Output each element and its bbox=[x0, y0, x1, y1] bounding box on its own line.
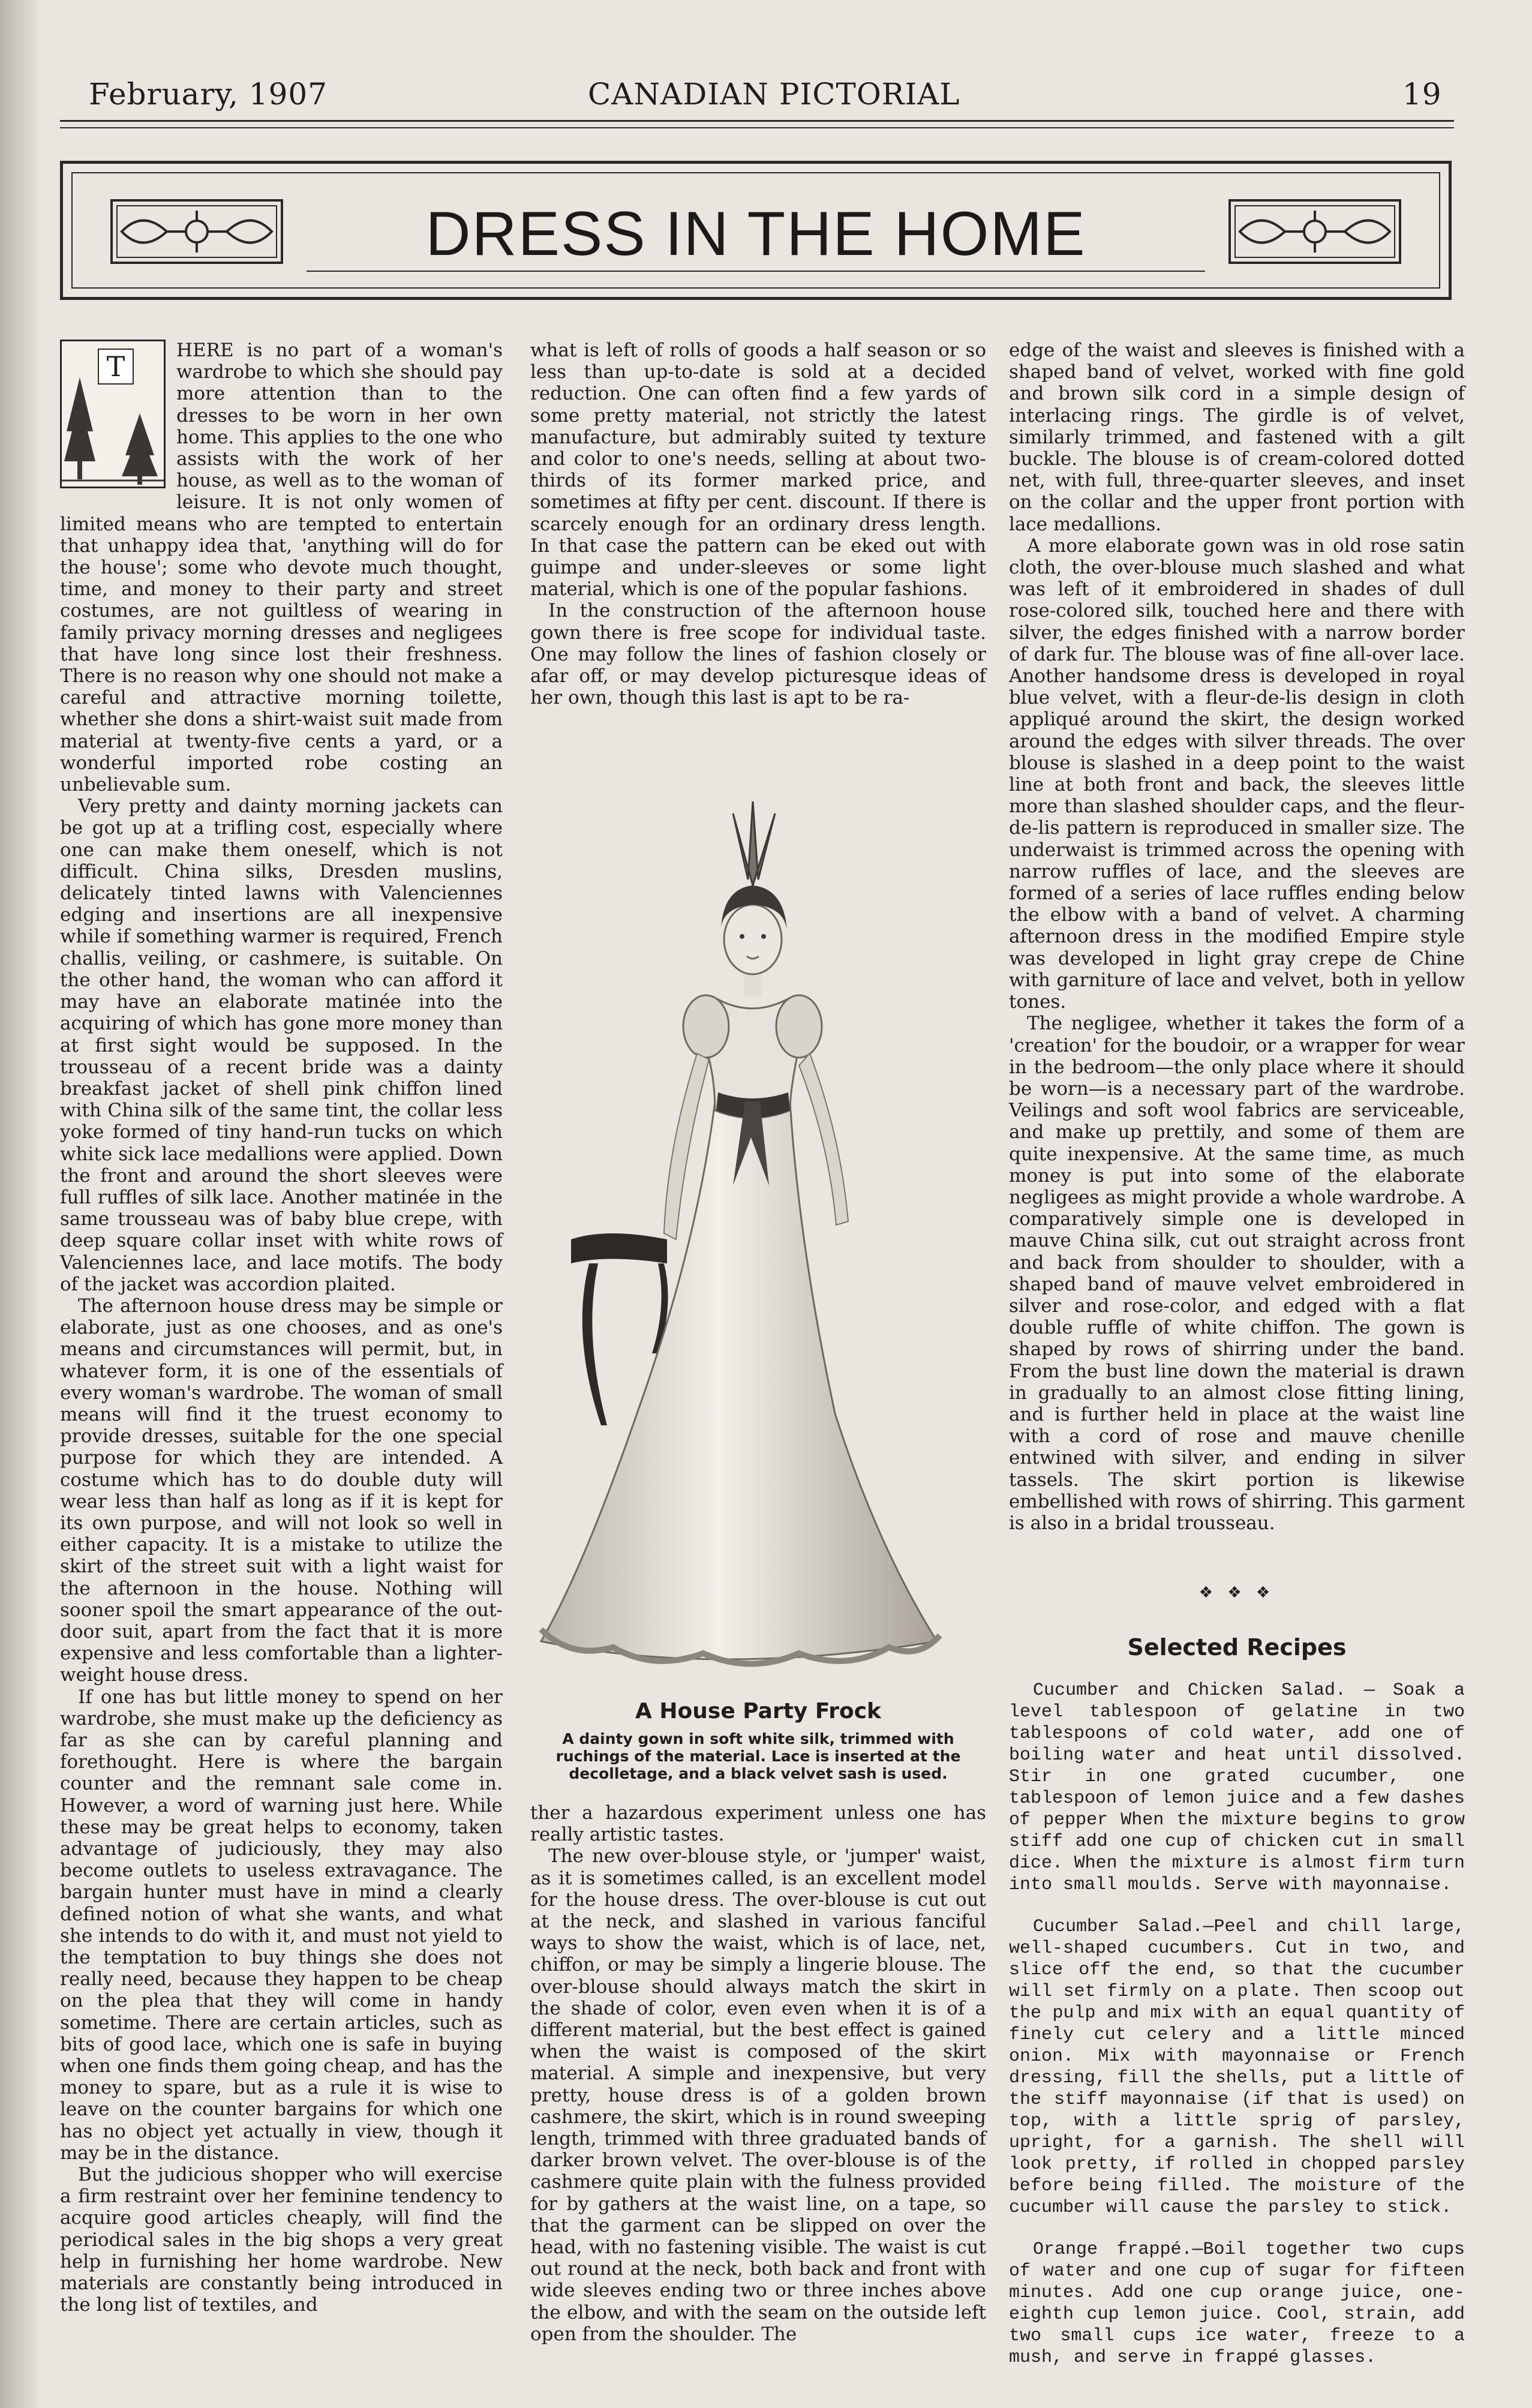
header-rule-secondary bbox=[60, 127, 1454, 128]
article-paragraph: The negligee, whether it takes the form of a 'creation' for the boudoir, or a wrapper for wear in the bedroom—the only place where it should be worn—is a necessary part of the wardrobe. Veilings and soft wool fabrics are serviceable, and make up prettily, and some of them are quite inexpensive. At the same time, as much money is put into some of the elaborate negligees as might provide a whole wardrobe. A comparatively simple one is developed in mauve China silk, cut out straight across front and back from shoulder to shoulder, with a shaped band of mauve velvet embroidered in silver and rose-color, and edged with a flat double ruffle of white chiffon. The gown is shaped by rows of shirring under the band. From the bust line down the material is drawn in gradually to an almost close fitting lining, and is further held in place at the waist line with a cord of rose and mauve chenille entwined with silver, and ending in silver tassels. The skirt portion is likewise embellished with rows of shirring. This garment is also in a bridal trousseau. bbox=[1009, 1013, 1465, 1534]
drop-cap-letter: T bbox=[98, 349, 134, 385]
article-paragraph: edge of the waist and sleeves is finished with a shaped band of velvet, worked with fine gold and brown silk cord in a simple design of interlacing rings. The girdle is of velvet, similarly trimmed, and fastened with a gilt buckle. The blouse is of cream-colored dotted net, with full, three-quarter sleeves, and inset on the collar and the upper front portion with lace medallions. bbox=[1009, 340, 1465, 535]
article-column-1 bbox=[60, 340, 503, 2316]
house-party-frock-illustration bbox=[517, 765, 991, 1689]
article-column-2-bottom bbox=[530, 1802, 986, 2345]
drop-cap bbox=[60, 340, 166, 488]
figure-caption: A dainty gown in soft white silk, trimmed with ruchings of the material. Lace is inserted at the decolletage, and a black velvet sash is used. bbox=[555, 1730, 961, 1782]
header-page-number: 19 bbox=[1402, 77, 1442, 112]
article-paragraph: The new over-blouse style, or 'jumper' waist, as it is sometimes called, is an excellent model for the house dress. The over-blouse is cut out at the neck, and slashed in various fanciful ways to show the waist, which is of lace, net, chiffon, or may be simply a lingerie blouse. The over-blouse should always match the skirt in the shade of color, even even when it is of a different material, but the best effect is gained when the waist is composed of the skirt material. A simple and inexpensive, but very pretty, house dress is of a golden brown cashmere, the skirt, which is in round sweeping length, trimmed with three graduated bands of darker brown velvet. The over-blouse is of the cashmere quite plain with the fulness provided for by gathers at the waist line, on a tape, so that the garment can be slipped on over the head, with no fastening visible. The waist is cut out round at the neck, both back and front with wide sleeves ending two or three inches above the elbow, and with the seam on the outside left open from the shoulder. The bbox=[530, 1845, 986, 2345]
recipe-item: Orange frappé.—Boil together two cups of water and one cup of sugar for fifteen minutes. Add one cup orange juice, one-eighth cup lemon juice. Cool, strain, add two small cups ice water, freeze to a mush, and serve in frappé glasses. bbox=[1009, 2239, 1465, 2368]
article-paragraph: A more elaborate gown was in old rose satin cloth, the over-blouse much slashed and what was left of it embroidered in shades of dull rose-colored silk, touched here and there with silver, the edges finished with a narrow border of dark fur. The blouse was of fine all-over lace. Another handsome dress is developed in royal blue velvet, with a fleur-de-lis design in cloth appliqué around the skirt, the design worked around the edges with silver threads. The over blouse is slashed in a deep point to the waist line at both front and back, the sleeves little more than slashed shoulder caps, and the fleur-de-lis pattern is reproduced in smaller size. The underwaist is trimmed across the opening with narrow ruffles of lace, and the sleeves are formed of a series of lace ruffles ending below the elbow with a band of velvet. A charming afternoon dress in the modified Empire style was developed in light gray crepe de Chine with garniture of lace and velvet, both in yellow tones. bbox=[1009, 535, 1465, 1013]
article-paragraph: what is left of rolls of goods a half season or so less than up-to-date is sold at a decided reduction. One can often find a few yards of some pretty material, not strictly the latest manufacture, but admirably suited ty texture and color to one's needs, selling at about two-thirds of its former marked price, and sometimes at fifty per cent. discount. If there is scarcely enough for an ordinary dress length. In that case the pattern can be eked out with guimpe and under-sleeves or some light material, which is one of the popular fashions. bbox=[530, 340, 986, 601]
recipes-list bbox=[1009, 1680, 1465, 2389]
figure-title: A House Party Frock bbox=[635, 1699, 881, 1724]
header-rule bbox=[60, 120, 1454, 122]
page-binding-shadow bbox=[0, 0, 42, 2408]
recipes-heading: Selected Recipes bbox=[1127, 1634, 1347, 1661]
article-paragraph: If one has but little money to spend on her wardrobe, she must make up the deficiency as far as she can by careful planning and forethought. Here is where the bargain counter and the remnant sale come in. However, a word of warning just here. While these may be great helps to economy, taken advantage of judiciously, they may also become outlets to useless extravagance. The bargain hunter must have in mind a clearly defined notion of what she wants, and what she intends to do with it, and must not yield to the temptation to buy things she does not really need, because they happen to be cheap on the plea that they will come in handy sometime. There are certain articles, such as bits of good lace, which one is safe in buying when one finds them going cheap, and has the money to spare, but as a rule it is wise to leave on the counter bargains for which one has no object yet actually in view, though it may be in the distance. bbox=[60, 1686, 503, 2164]
article-paragraph: HERE is no part of a woman's wardrobe to which she should pay more attention than to the dresses to be worn in her own home. This applies to the one who assists with the work of her house, as well as to the woman of leisure. It is not only women of limited means who are tempted to entertain that unhappy idea that, 'anything will do for the house'; some who devote much thought, time, and money to their party and street costumes, are not guiltless of wearing in family privacy morning dresses and negligees that have long since lost their freshness. There is no reason why one should not make a careful and attractive morning toilette, whether she dons a shirt-waist suit made from material at twenty-five cents a yard, or a wonderful imported robe costing an unbelievable sum. bbox=[60, 340, 503, 796]
article-paragraph: In the construction of the afternoon house gown there is free scope for individual taste. One may follow the lines of fashion closely or afar off, or may develop picturesque ideas of her own, though this last is apt to be ra- bbox=[530, 600, 986, 709]
article-paragraph: The afternoon house dress may be simple or elaborate, just as one chooses, and as one's means and circumstances will permit, but, in whatever form, it is one of the essentials of every woman's wardrobe. The woman of small means will find it the truest economy to provide dresses, suitable for the one special purpose for which they are intended. A costume which has to do double duty will wear less than half as long as if it is kept for its own purpose, and will not look so well in either capacity. It is a mistake to utilize the skirt of the street suit with a light waist for the afternoon in the house. Nothing will sooner spoil the smart appearance of the out-door suit, apart from the fact that it is more expensive and less comfortable than a lighter-weight house dress. bbox=[60, 1295, 503, 1686]
section-separator: ❖ ❖ ❖ bbox=[1198, 1584, 1275, 1602]
header-magazine-title: CANADIAN PICTORIAL bbox=[588, 77, 960, 112]
recipe-item: Cucumber and Chicken Salad. — Soak a level tablespoon of gelatine in two tablespoons of cold water, add one of boiling water and heat until dissolved. Stir in one grated cucumber, one tablespoon of lemon juice and a few dashes of pepper When the mixture begins to grow stiff add one cup of chicken cut in small dice. When the mixture is almost firm turn into small moulds. Serve with mayonnaise. bbox=[1009, 1680, 1465, 1895]
header-date: February, 1907 bbox=[89, 77, 328, 112]
recipe-item: Cucumber Salad.—Peel and chill large, well-shaped cucumbers. Cut in two, and slice off the end, so that the cucumber will set firmly on a plate. Then scoop out the pulp and mix with an equal quantity of finely cut celery and a little minced onion. Mix with mayonnaise or French dressing, fill the shells, put a little of the stiff mayonnaise (if that is used) on top, with a little sprig of parsley, upright, for a garnish. The shell will look pretty, if rolled in chopped parsley before being filled. The moisture of the cucumber will cause the parsley to stick. bbox=[1009, 1917, 1465, 2218]
article-paragraph: ther a hazardous experiment unless one has really artistic tastes. bbox=[530, 1802, 986, 1846]
article-column-3 bbox=[1009, 340, 1465, 1534]
banner-inner-frame bbox=[71, 172, 1440, 289]
article-paragraph: Very pretty and dainty morning jackets can be got up at a trifling cost, especially where one can make them oneself, which is not difficult. China silks, Dresden muslins, delicately tinted lawns with Valenciennes edging and insertions are all inexpensive while if something warmer is required, French challis, veiling, or cashmere, is suitable. On the other hand, the woman who can afford it may have an elaborate matinée into the acquiring of which has gone more money than at first sight would be supposed. In the trousseau of a recent bride was a dainty breakfast jacket of shell pink chiffon lined with China silk of the same tint, the collar less yoke formed of tiny hand-run tucks on which white sick lace medallions were applied. Down the front and around the short sleeves were full ruffles of silk lace. Another matinée in the same trousseau was of baby blue crepe, with deep square collar inset with white rows of Valenciennes lace, and lace motifs. The body of the jacket was accordion plaited. bbox=[60, 795, 503, 1295]
article-column-2-top bbox=[530, 340, 986, 708]
section-banner bbox=[60, 161, 1452, 300]
article-paragraph: But the judicious shopper who will exercise a firm restraint over her feminine tendency to acquire good articles cheaply, will find the periodical sales in the big shops a very great help in furnishing her home wardrobe. New materials are constantly being introduced in the long list of textiles, and bbox=[60, 2164, 503, 2316]
banner-title: DRESS IN THE HOME bbox=[425, 199, 1086, 269]
banner-title-rule bbox=[307, 271, 1205, 272]
right-ornament-icon bbox=[1228, 199, 1402, 265]
